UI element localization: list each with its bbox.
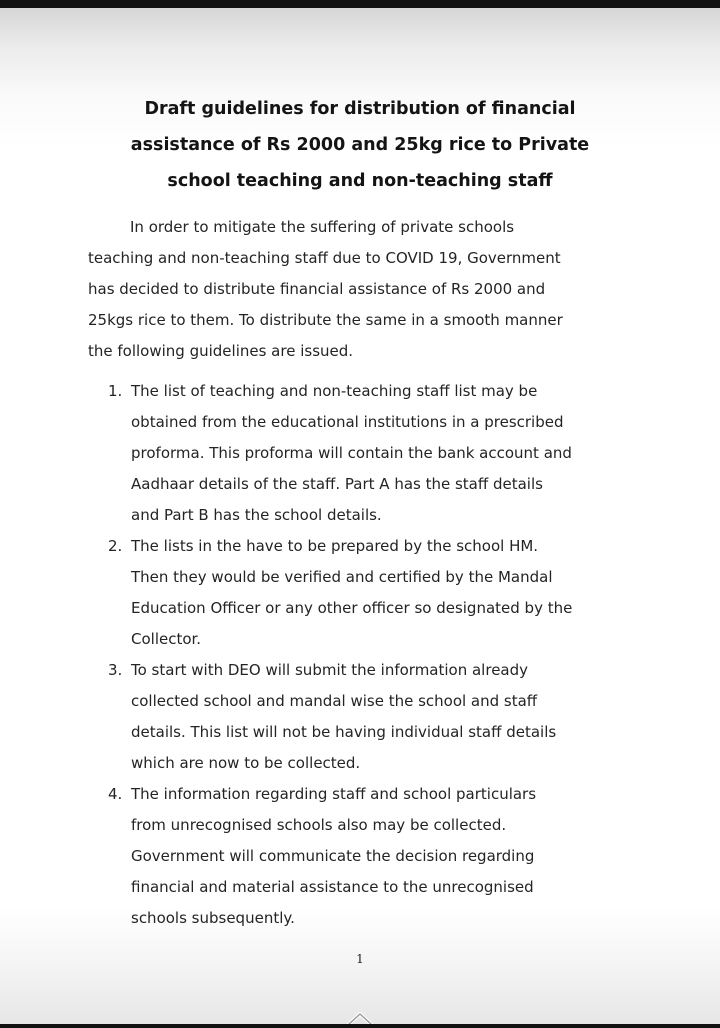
intro-line: 25kgs rice to them. To distribute the same in a smooth manner	[88, 311, 563, 329]
intro-line: has decided to distribute financial assistance of Rs 2000 and	[88, 280, 546, 298]
guideline-item	[108, 531, 648, 655]
guideline-line: Government will communicate the decision regarding	[131, 847, 535, 865]
guideline-item	[108, 779, 648, 934]
viewer-top-bar	[0, 0, 720, 8]
document-page	[0, 8, 720, 1024]
guideline-line: The list of teaching and non-teaching staff list may be	[131, 382, 538, 400]
guideline-number: 3.	[108, 661, 123, 679]
intro-line: teaching and non-teaching staff due to COVID 19, Government	[88, 249, 561, 267]
guideline-line: collected school and mandal wise the school and staff	[131, 692, 538, 710]
intro-paragraph	[88, 212, 648, 367]
guideline-line: obtained from the educational institutions in a prescribed	[131, 413, 564, 431]
guideline-number: 1.	[108, 382, 123, 400]
guideline-line: and Part B has the school details.	[131, 506, 382, 524]
intro-line: In order to mitigate the suffering of private schools	[130, 218, 515, 236]
guideline-line: schools subsequently.	[131, 909, 295, 927]
guidelines-list	[108, 376, 648, 934]
guideline-line: details. This list will not be having individual staff details	[131, 723, 557, 741]
guideline-line: Then they would be verified and certified by the Mandal	[131, 568, 553, 586]
page-number: 1	[356, 952, 364, 966]
guideline-line: The information regarding staff and school particulars	[131, 785, 537, 803]
guideline-line: Aadhaar details of the staff. Part A has the staff details	[131, 475, 543, 493]
guideline-line: financial and material assistance to the unrecognised	[131, 878, 534, 896]
document-title	[60, 91, 660, 199]
viewer-bottom-bar	[0, 1024, 720, 1028]
guideline-line: which are now to be collected.	[131, 754, 361, 772]
title-line: Draft guidelines for distribution of financial	[144, 99, 576, 119]
guideline-item	[108, 655, 648, 779]
guideline-line: from unrecognised schools also may be collected.	[131, 816, 507, 834]
guideline-line: proforma. This proforma will contain the bank account and	[131, 444, 572, 462]
guideline-number: 4.	[108, 785, 123, 803]
title-line: assistance of Rs 2000 and 25kg rice to Private	[130, 135, 590, 155]
guideline-line: The lists in the have to be prepared by the school HM.	[131, 537, 539, 555]
guideline-item	[108, 376, 648, 531]
title-line: school teaching and non-teaching staff	[167, 171, 553, 191]
guideline-line: To start with DEO will submit the information already	[131, 661, 529, 679]
guideline-line: Collector.	[131, 630, 202, 648]
guideline-number: 2.	[108, 537, 123, 555]
guideline-line: Education Officer or any other officer so designated by the	[131, 599, 573, 617]
intro-line: the following guidelines are issued.	[88, 342, 354, 360]
